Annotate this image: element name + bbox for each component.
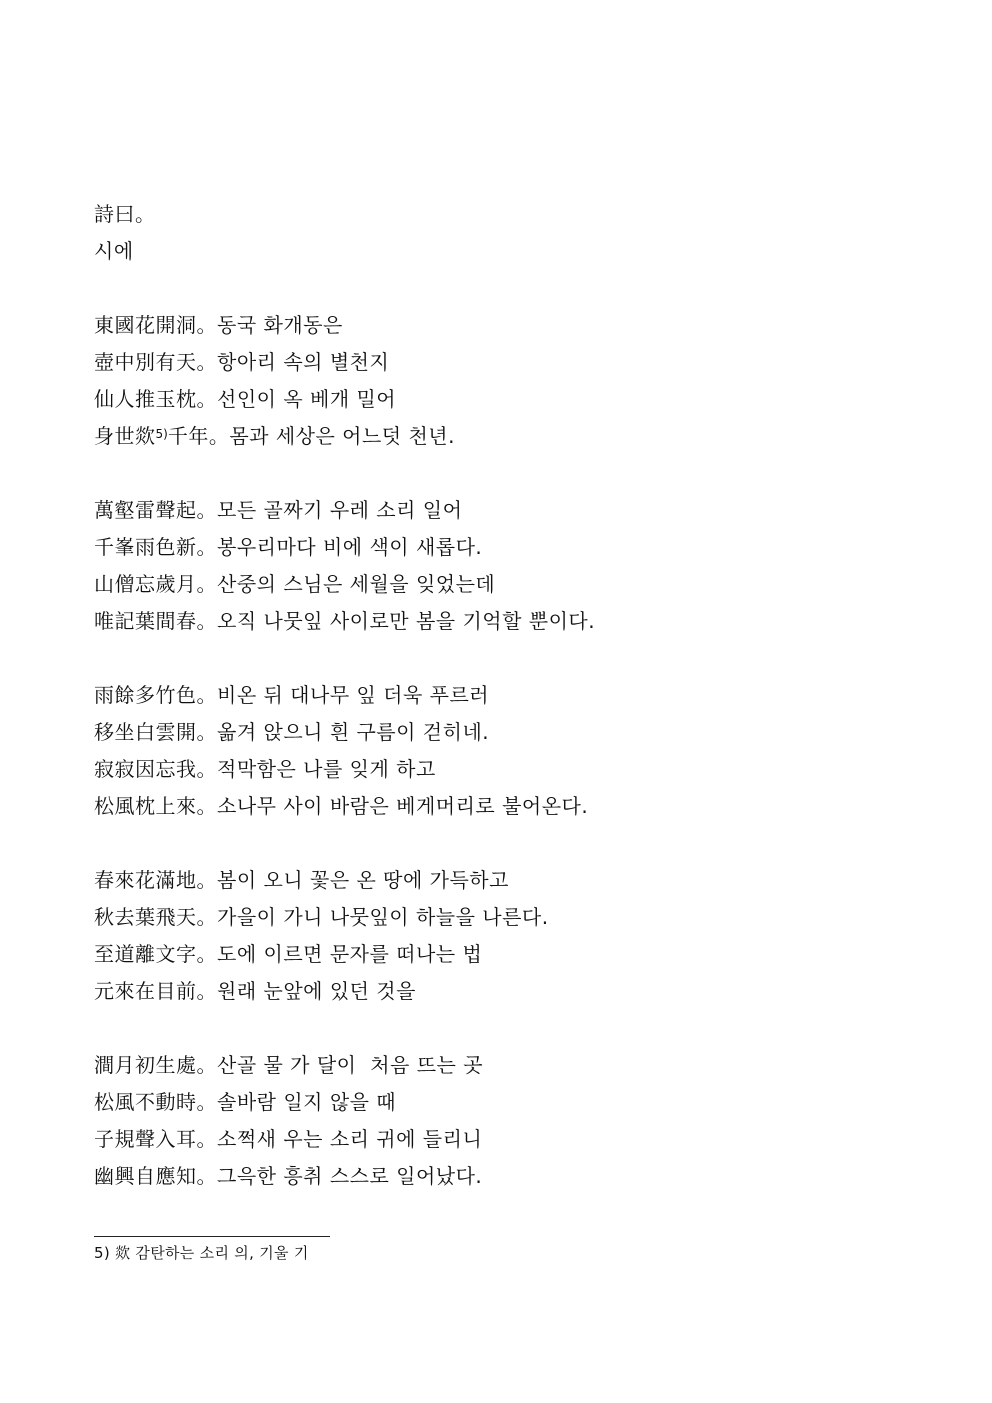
blank-line — [94, 270, 914, 307]
korean-translation: 소쩍새 우는 소리 귀에 들리니 — [217, 1127, 483, 1151]
korean-translation: 선인이 옥 베개 밀어 — [217, 387, 397, 411]
hanja-verse: 身世欻 — [94, 424, 156, 448]
poem-stanza-5 — [94, 1047, 914, 1195]
hanja-verse: 至道離文字。 — [94, 942, 217, 966]
korean-translation: 봉우리마다 비에 색이 새롭다. — [217, 535, 483, 559]
korean-translation: 몸과 세상은 어느덧 천년. — [229, 424, 455, 448]
hanja-verse: 松風不動時。 — [94, 1090, 217, 1114]
poem-stanza-2 — [94, 492, 914, 640]
hanja-verse: 千峯雨色新。 — [94, 535, 217, 559]
korean-translation: 비온 뒤 대나무 잎 더욱 푸르러 — [217, 683, 490, 707]
hanja-verse: 幽興自應知。 — [94, 1164, 217, 1188]
korean-translation: 그윽한 흥취 스스로 일어났다. — [217, 1164, 483, 1188]
poem-line — [94, 973, 914, 1010]
korean-translation: 산골 물 가 달이 처음 뜨는 곳 — [217, 1053, 484, 1077]
korean-translation: 산중의 스님은 세월을 잊었는데 — [217, 572, 496, 596]
poem-line — [94, 1047, 914, 1084]
korean-translation: 옮겨 앉으니 흰 구름이 걷히네. — [217, 720, 490, 744]
hanja-verse: 子規聲入耳。 — [94, 1127, 217, 1151]
footnote-separator — [94, 1236, 330, 1237]
intro-korean: 시에 — [94, 239, 134, 263]
poem-line — [94, 381, 914, 418]
hanja-verse: 秋去葉飛天。 — [94, 905, 217, 929]
intro-hanja: 詩曰。 — [94, 202, 156, 226]
hanja-verse: 雨餘多竹色。 — [94, 683, 217, 707]
hanja-verse: 壺中別有天。 — [94, 350, 217, 374]
poem-line — [94, 936, 914, 973]
korean-translation: 도에 이르면 문자를 떠나는 법 — [217, 942, 483, 966]
poem-line — [94, 603, 914, 640]
poem-line — [94, 1158, 914, 1195]
hanja-verse: 元來在目前。 — [94, 979, 217, 1003]
korean-translation: 가을이 가니 나뭇잎이 하늘을 나른다. — [217, 905, 549, 929]
poem-line — [94, 529, 914, 566]
hanja-verse: 澗月初生處。 — [94, 1053, 217, 1077]
hanja-verse: 移坐白雲開。 — [94, 720, 217, 744]
korean-translation: 모든 골짜기 우레 소리 일어 — [217, 498, 463, 522]
poem-line — [94, 677, 914, 714]
poem-stanza-4 — [94, 862, 914, 1010]
poem-intro — [94, 196, 914, 270]
poem-line — [94, 751, 914, 788]
korean-translation: 소나무 사이 바람은 베게머리로 불어온다. — [217, 794, 589, 818]
poem-line — [94, 492, 914, 529]
hanja-verse: 山僧忘歲月。 — [94, 572, 217, 596]
poem-line — [94, 1084, 914, 1121]
poem-line — [94, 307, 914, 344]
hanja-verse: 寂寂因忘我。 — [94, 757, 217, 781]
korean-translation: 솔바람 일지 않을 때 — [217, 1090, 397, 1114]
korean-translation: 적막함은 나를 잊게 하고 — [217, 757, 436, 781]
hanja-verse: 千年。 — [167, 424, 230, 448]
hanja-verse: 松風枕上來。 — [94, 794, 217, 818]
korean-translation: 원래 눈앞에 있던 것을 — [217, 979, 416, 1003]
footnote-text: 5) 欻 감탄하는 소리 의, 기울 기 — [94, 1244, 309, 1262]
poem-stanza-1 — [94, 307, 914, 455]
hanja-verse: 唯記葉間春。 — [94, 609, 217, 633]
hanja-verse: 東國花開洞。 — [94, 313, 217, 337]
document-body — [94, 196, 914, 1195]
poem-line — [94, 788, 914, 825]
footnote-reference: 5) — [155, 427, 168, 441]
hanja-verse: 仙人推玉枕。 — [94, 387, 217, 411]
poem-line — [94, 899, 914, 936]
poem-line — [94, 566, 914, 603]
poem-line — [94, 418, 914, 455]
korean-translation: 봄이 오니 꽃은 온 땅에 가득하고 — [217, 868, 509, 892]
poem-line — [94, 344, 914, 381]
poem-stanza-3 — [94, 677, 914, 825]
poem-line — [94, 862, 914, 899]
korean-translation: 항아리 속의 별천지 — [217, 350, 390, 374]
korean-translation: 오직 나뭇잎 사이로만 봄을 기억할 뿐이다. — [217, 609, 596, 633]
poem-line — [94, 714, 914, 751]
hanja-verse: 萬壑雷聲起。 — [94, 498, 217, 522]
poem-line — [94, 1121, 914, 1158]
korean-translation: 동국 화개동은 — [217, 313, 343, 337]
hanja-verse: 春來花滿地。 — [94, 868, 217, 892]
